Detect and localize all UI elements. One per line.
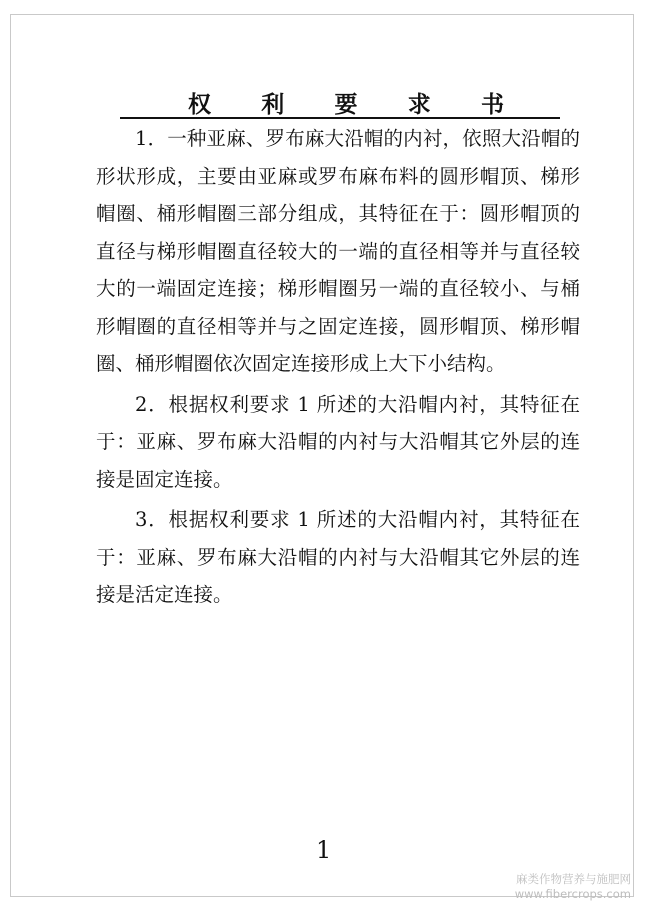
document-title [120, 86, 560, 119]
claim-1: 1．一种亚麻、罗布麻大沿帽的内衬，依照大沿帽的形状形成，主要由亚麻或罗布麻布料的圆形帽顶、梯形帽圈、桶形帽圈三部分组成，其特征在于：圆形帽顶的直径与梯形帽圈直径较大的一端的直径相等并与直径较大的一端固定连接；梯形帽圈另一端的直径较小、与桶形帽圈的直径相等并与之固定连接，圆形帽顶、梯形帽圈、桶形帽圈依次固定连接形成上大下小结构。 [96, 127, 580, 375]
title-char: 利 [261, 91, 285, 118]
claim-2: 2．根据权利要求 1 所述的大沿帽内衬，其特征在于：亚麻、罗布麻大沿帽的内衬与大沿帽其它外层的连接是固定连接。 [96, 392, 580, 491]
claims-body [96, 120, 580, 617]
title-char: 求 [407, 91, 431, 118]
title-underline [120, 117, 560, 119]
watermark-site-name: 麻类作物营养与施肥网 [516, 872, 631, 886]
title-char: 权 [188, 91, 211, 118]
watermark [515, 872, 631, 902]
title-char: 书 [481, 91, 504, 118]
watermark-url: www.fibercrops.com [514, 887, 631, 901]
page-number: 1 [316, 836, 332, 864]
claim-3: 3．根据权利要求 1 所述的大沿帽内衬，其特征在于：亚麻、罗布麻大沿帽的内衬与大沿帽其它外层的连接是活定连接。 [96, 508, 580, 606]
title-char: 要 [334, 91, 358, 118]
